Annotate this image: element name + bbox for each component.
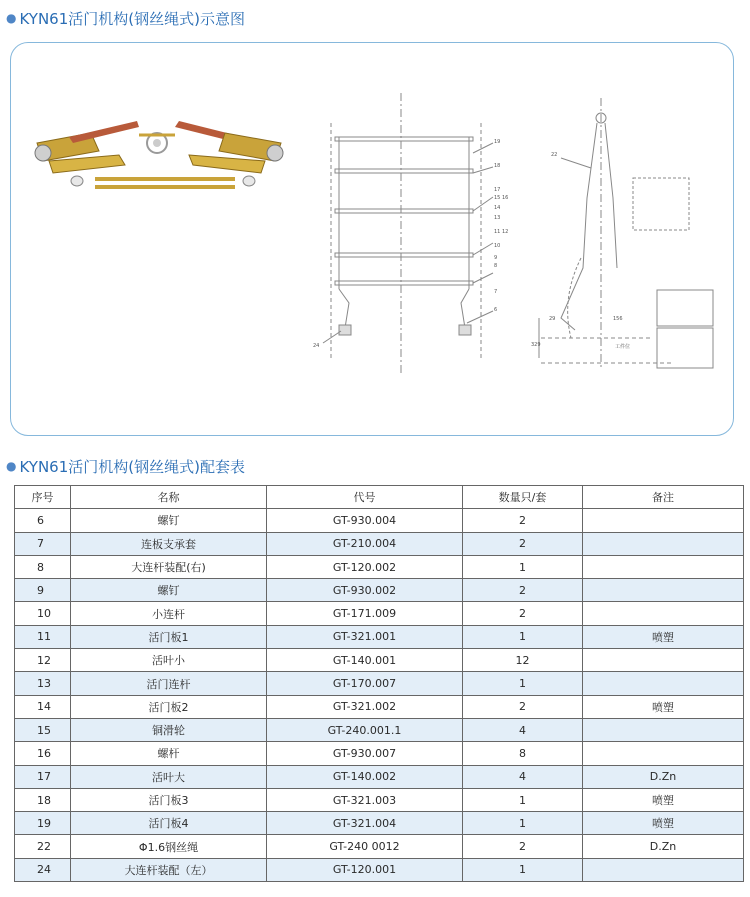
dimension-156: 156 xyxy=(613,316,623,322)
side-view-drawing xyxy=(521,98,721,378)
diagram-title-text: KYN61活门机构(钢丝绳式)示意图 xyxy=(19,10,245,28)
front-view-drawing xyxy=(311,93,511,373)
quantity-cell: 2 xyxy=(463,835,583,858)
callout-11-12: 11 12 xyxy=(494,229,509,235)
code-cell: GT-120.001 xyxy=(267,858,463,881)
callout-6: 6 xyxy=(494,307,498,313)
table-row xyxy=(15,765,744,788)
quantity-cell: 4 xyxy=(463,718,583,741)
header-name: 名称 xyxy=(71,486,267,509)
code-cell: GT-210.004 xyxy=(267,532,463,555)
code-cell: GT-170.007 xyxy=(267,672,463,695)
name-cell: 连板支承套 xyxy=(71,532,267,555)
note-cell xyxy=(583,555,744,578)
note-cell: 喷塑 xyxy=(583,812,744,835)
center-pulley xyxy=(139,133,175,153)
diagram-panel xyxy=(10,42,734,436)
table-row xyxy=(15,579,744,602)
table-section-title xyxy=(6,456,245,477)
table-row xyxy=(15,695,744,718)
table-row xyxy=(15,555,744,578)
left-lever-assembly xyxy=(35,121,139,186)
bottom-rods xyxy=(95,177,235,189)
table-row xyxy=(15,742,744,765)
quantity-cell: 1 xyxy=(463,625,583,648)
name-cell: 活门板1 xyxy=(71,625,267,648)
code-cell: GT-240 0012 xyxy=(267,835,463,858)
code-cell: GT-321.004 xyxy=(267,812,463,835)
note-cell: 喷塑 xyxy=(583,625,744,648)
code-cell: GT-930.002 xyxy=(267,579,463,602)
code-cell: GT-930.007 xyxy=(267,742,463,765)
name-cell: 大连杆装配(右) xyxy=(71,555,267,578)
header-note: 备注 xyxy=(583,486,744,509)
dimension-329: 329 xyxy=(531,342,541,348)
quantity-cell: 1 xyxy=(463,858,583,881)
quantity-cell: 4 xyxy=(463,765,583,788)
note-cell xyxy=(583,602,744,625)
name-cell: 活门板2 xyxy=(71,695,267,718)
name-cell: Φ1.6钢丝绳 xyxy=(71,835,267,858)
note-cell xyxy=(583,858,744,881)
note-cell: D.Zn xyxy=(583,835,744,858)
work-position-label: 工件位 xyxy=(615,344,631,350)
callout-22: 22 xyxy=(551,152,558,158)
callout-24: 24 xyxy=(313,343,320,349)
table-title-text: KYN61活门机构(钢丝绳式)配套表 xyxy=(19,458,245,476)
serial-cell: 16 xyxy=(15,742,71,765)
note-cell xyxy=(583,509,744,532)
serial-cell: 9 xyxy=(15,579,71,602)
code-cell: GT-171.009 xyxy=(267,602,463,625)
callout-7: 7 xyxy=(494,289,498,295)
code-cell: GT-321.002 xyxy=(267,695,463,718)
code-cell: GT-240.001.1 xyxy=(267,718,463,741)
name-cell: 活门板3 xyxy=(71,788,267,811)
table-row xyxy=(15,532,744,555)
header-quantity: 数量只/套 xyxy=(463,486,583,509)
header-serial: 序号 xyxy=(15,486,71,509)
parts-table xyxy=(14,485,744,882)
diagram-section-title xyxy=(6,8,245,29)
quantity-cell: 1 xyxy=(463,672,583,695)
quantity-cell: 1 xyxy=(463,788,583,811)
bullet-icon: ● xyxy=(6,459,17,473)
callout-15-16: 15 16 xyxy=(494,195,509,201)
header-code: 代号 xyxy=(267,486,463,509)
quantity-cell: 2 xyxy=(463,509,583,532)
table-row xyxy=(15,649,744,672)
dimension-29: 29 xyxy=(549,316,556,322)
callout-17: 17 xyxy=(494,187,501,193)
code-cell: GT-140.001 xyxy=(267,649,463,672)
code-cell: GT-321.003 xyxy=(267,788,463,811)
serial-cell: 13 xyxy=(15,672,71,695)
quantity-cell: 8 xyxy=(463,742,583,765)
note-cell xyxy=(583,718,744,741)
table-row xyxy=(15,509,744,532)
bullet-icon: ● xyxy=(6,11,17,25)
name-cell: 螺钉 xyxy=(71,579,267,602)
quantity-cell: 2 xyxy=(463,579,583,602)
serial-cell: 7 xyxy=(15,532,71,555)
note-cell xyxy=(583,579,744,602)
name-cell: 活门板4 xyxy=(71,812,267,835)
serial-cell: 11 xyxy=(15,625,71,648)
name-cell: 大连杆装配（左） xyxy=(71,858,267,881)
note-cell xyxy=(583,742,744,765)
name-cell: 铜滑轮 xyxy=(71,718,267,741)
quantity-cell: 1 xyxy=(463,555,583,578)
callout-13: 13 xyxy=(494,215,501,221)
serial-cell: 10 xyxy=(15,602,71,625)
code-cell: GT-140.002 xyxy=(267,765,463,788)
callout-18: 18 xyxy=(494,163,501,169)
callout-10: 10 xyxy=(494,243,501,249)
table-row xyxy=(15,788,744,811)
table-row xyxy=(15,718,744,741)
serial-cell: 17 xyxy=(15,765,71,788)
code-cell: GT-930.004 xyxy=(267,509,463,532)
name-cell: 活门连杆 xyxy=(71,672,267,695)
name-cell: 小连杆 xyxy=(71,602,267,625)
serial-cell: 6 xyxy=(15,509,71,532)
serial-cell: 22 xyxy=(15,835,71,858)
code-cell: GT-321.001 xyxy=(267,625,463,648)
note-cell xyxy=(583,532,744,555)
serial-cell: 24 xyxy=(15,858,71,881)
name-cell: 活叶大 xyxy=(71,765,267,788)
note-cell xyxy=(583,649,744,672)
quantity-cell: 1 xyxy=(463,812,583,835)
name-cell: 螺杆 xyxy=(71,742,267,765)
name-cell: 螺钉 xyxy=(71,509,267,532)
right-lever-assembly xyxy=(175,121,283,186)
quantity-cell: 2 xyxy=(463,532,583,555)
callout-9: 9 xyxy=(494,255,498,261)
callout-8: 8 xyxy=(494,263,498,269)
linkage-parts-illustration xyxy=(29,103,289,213)
table-row xyxy=(15,858,744,881)
quantity-cell: 12 xyxy=(463,649,583,672)
serial-cell: 19 xyxy=(15,812,71,835)
table-row xyxy=(15,812,744,835)
serial-cell: 15 xyxy=(15,718,71,741)
serial-cell: 8 xyxy=(15,555,71,578)
quantity-cell: 2 xyxy=(463,695,583,718)
serial-cell: 14 xyxy=(15,695,71,718)
note-cell: 喷塑 xyxy=(583,695,744,718)
code-cell: GT-120.002 xyxy=(267,555,463,578)
serial-cell: 18 xyxy=(15,788,71,811)
note-cell: 喷塑 xyxy=(583,788,744,811)
table-header-row xyxy=(15,486,744,509)
callout-14: 14 xyxy=(494,205,501,211)
name-cell: 活叶小 xyxy=(71,649,267,672)
table-row xyxy=(15,602,744,625)
callout-19: 19 xyxy=(494,139,501,145)
table-row xyxy=(15,672,744,695)
note-cell: D.Zn xyxy=(583,765,744,788)
note-cell xyxy=(583,672,744,695)
table-row xyxy=(15,625,744,648)
table-row xyxy=(15,835,744,858)
serial-cell: 12 xyxy=(15,649,71,672)
quantity-cell: 2 xyxy=(463,602,583,625)
